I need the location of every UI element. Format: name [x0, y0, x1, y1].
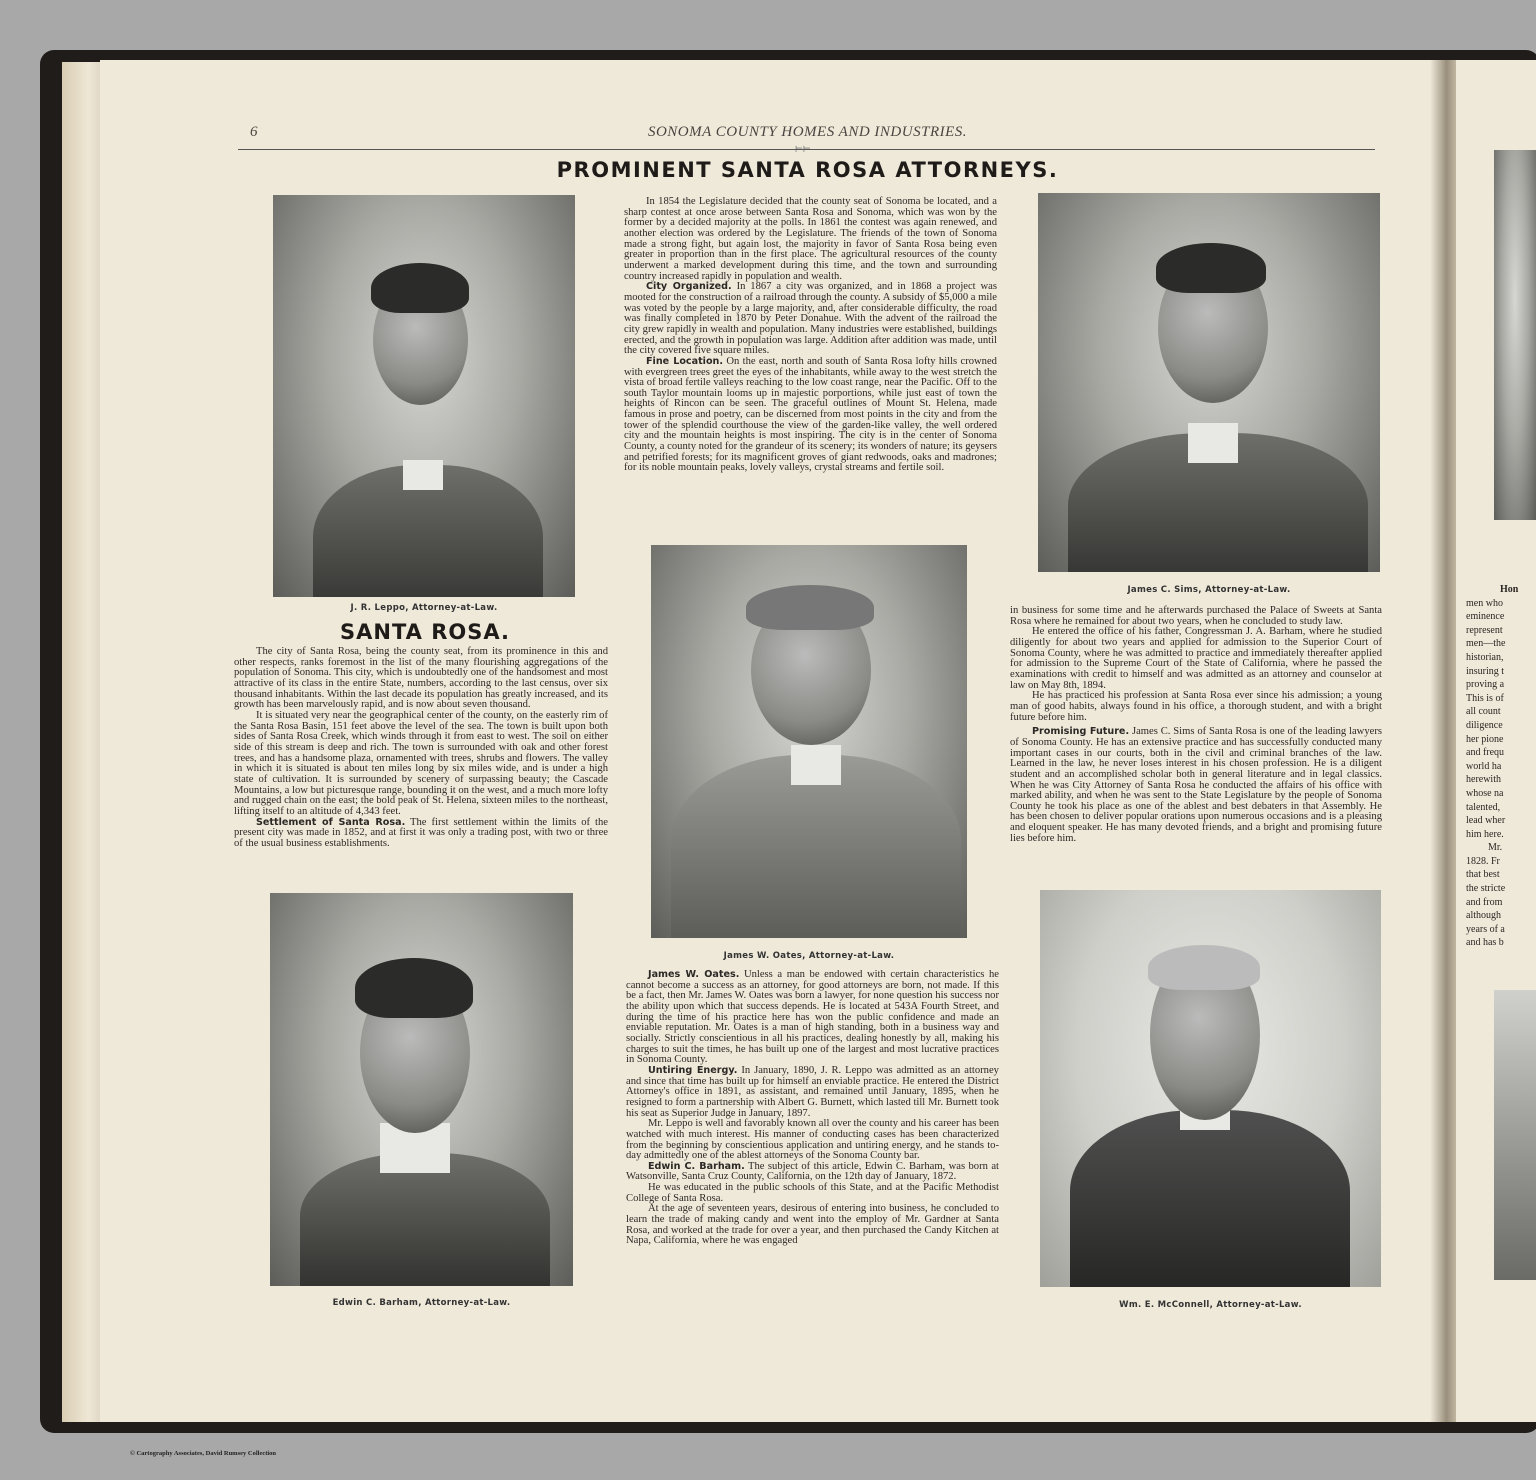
facing-page-line: Hon — [1500, 584, 1519, 595]
facing-page-line: proving a — [1466, 679, 1505, 691]
portrait-oates — [651, 545, 967, 938]
portrait-leppo — [273, 195, 575, 597]
paragraph-text: Unless a man be endowed with certain characteristics he cannot become a success as an attorney, for good attorneys are born, not made. If this be a fact, then Mr. James W. Oates was born a lawyer, for none question his success nor the ability upon which that success depends. He is located at 543A Fourth Street, and during the time of his practice here has won the public confidence and made an enviable reputation. Mr. Oates is a man of high standing, both in a business way and socially. Strictly conscientious in all his practices, dealing honestly by all, making his charges to suit the times, he has built up one of the largest and most lucrative practices in Sonoma County. — [626, 969, 999, 1066]
run-in-heading: City Organized. — [646, 281, 732, 293]
facing-page-line: that best — [1466, 869, 1500, 881]
facing-page-line: Mr. — [1488, 842, 1503, 854]
rule-ornament: ⊨⊨ — [795, 144, 811, 154]
facing-page-line: years of a — [1466, 923, 1505, 935]
right-article — [1010, 606, 1382, 844]
paragraph-text: In 1867 a city was organized, and in 1868 a project was mooted for the construction of a railroad through the county. A subsidy of $5,000 a mile was voted by the people by a large majority, and, after considerable difficulty, the road was finally completed in 1870 by Peter Donahue. With the advent of the railroad the city grew rapidly in wealth and population. Many industries were established, buildings erected, and the growth in population was large. Addition after addition was made, until the city covered five square miles. — [624, 281, 997, 357]
facing-page-line: men who — [1466, 597, 1503, 609]
paragraph — [234, 818, 608, 850]
facing-page-line: the stricte — [1466, 883, 1506, 895]
paragraph: Mr. Leppo is well and favorably known all over the county and his career has been watched with much interest. His manner of conducting cases has been characterized from the beginning by conscientious application and untiring energy, and he stands to-day admittedly one of the ablest attorneys of the Sonoma County bar. — [626, 1118, 999, 1162]
center-top-article — [624, 197, 997, 474]
facing-page-line: herewith — [1466, 774, 1501, 786]
paragraph — [624, 357, 997, 474]
paragraph — [624, 282, 997, 357]
portrait-sims — [1038, 193, 1380, 572]
run-in-heading: Fine Location. — [646, 355, 724, 367]
facing-page-line: although — [1466, 910, 1501, 922]
run-in-heading: James W. Oates. — [648, 969, 740, 980]
caption-barham: Edwin C. Barham, Attorney-at-Law. — [332, 1298, 511, 1308]
paragraph: He was educated in the public schools of this State, and at the Pacific Methodist College of Santa Rosa. — [626, 1182, 999, 1204]
facing-page-photo-top — [1494, 150, 1536, 520]
paragraph-text: The first settlement within the limits of the present city was made in 1852, and at first it was only a trading post, with two or three of the usual business establishments. — [234, 816, 608, 849]
caption-leppo: J. R. Leppo, Attorney-at-Law. — [350, 603, 498, 613]
page-number: 6 — [250, 124, 258, 140]
paragraph — [626, 1066, 999, 1119]
paragraph — [626, 970, 999, 1066]
paragraph: The city of Santa Rosa, being the county seat, from its prominence in this and other respects, ranks foremost in the list of the many flourishing aggregations of the population of Sonoma. This city, which is undoubtedly one of the handsomest and most attractive of its class in the entire State, numbers, according to the last census, over six thousand inhabitants. Within the last decade its population has greatly increased, and its growth has been marvelously rapid, and is now about seven thousand. — [234, 646, 608, 711]
santa-rosa-heading: SANTA ROSA. — [340, 620, 510, 644]
caption-mcconnell: Wm. E. McConnell, Attorney-at-Law. — [1119, 1300, 1302, 1310]
paragraph — [626, 1162, 999, 1183]
portrait-barham — [270, 893, 573, 1286]
paragraph: In 1854 the Legislature decided that the county seat of Sonoma be located, and a sharp contest at once arose between Santa Rosa and Sonoma, which was won by the former by a decided majority at the polls. In 1861 the contest was again renewed, and another election was ordered by the Legislature. The friends of the town of Sonoma made a strong fight, but again lost, the majority in favor of Santa Rosa being even greater in proportion than in the first place. The agricultural resources of the county underwent a marked development during this time, and the town and surrounding country increased rapidly in population and wealth. — [624, 196, 997, 282]
facing-page-line: her pione — [1466, 733, 1504, 745]
facing-page-line: talented, — [1466, 801, 1501, 813]
facing-page-line: world ha — [1466, 760, 1502, 772]
run-in-heading: Untiring Energy. — [648, 1064, 738, 1076]
page-title: PROMINENT SANTA ROSA ATTORNEYS. — [556, 158, 1059, 182]
facing-page-line: 1828. Fr — [1466, 855, 1500, 867]
paragraph-text: The subject of this article, Edwin C. Barham, was born at Watsonville, Santa Cruz County, California, on the 12th day of January, 1872. — [626, 1160, 999, 1183]
facing-page-line: and has b — [1466, 937, 1504, 949]
facing-page-line: him here. — [1466, 828, 1504, 840]
facing-page-line: eminence — [1466, 611, 1505, 623]
facing-page-photo-bottom — [1494, 990, 1536, 1280]
paragraph: It is situated very near the geographical center of the county, on the easterly rim of the Santa Rosa Basin, 151 feet above the level of the sea. The town is built upon both sides of Santa Rosa Creek, which winds through it from east to west. The soil on either side of this stream is deep and rich. The town is surrounded with oak and other forest trees, and has a handsome plaza, ornamented with trees, shrubs and flowers. The valley in which it is situated is about ten miles long by six miles wide, and is under a high state of cultivation. It is surrounded by scenery of surpassing beauty; the Cascade Mountains, a low but picturesque range, bounding it on the west, and a much more lofty and rugged chain on the east; the bold peak of St. Helena, sixteen miles to the northeast, lifting itself to an altitude of 4,343 feet. — [234, 709, 608, 817]
facing-page-line: whose na — [1466, 787, 1504, 799]
paragraph-text: In January, 1890, J. R. Leppo was admitted as an attorney and since that time has built up for himself an enviable practice. He entered the District Attorney's office in 1891, as assistant, and remained until January, 1895, when he resigned to form a partnership with Albert G. Burnett, which lasted till Mr. Burnett took his seat as Superior Judge in January, 1897. — [626, 1064, 999, 1119]
facing-page-line: all count — [1466, 706, 1501, 718]
run-in-heading: Promising Future. — [1032, 726, 1130, 738]
caption-sims: James C. Sims, Attorney-at-Law. — [1127, 585, 1291, 595]
paragraph-text: On the east, north and south of Santa Rosa lofty hills crowned with evergreen trees greet the eyes of the inhabitants, while away to the west stretch the vista of broad fertile valleys reaching to the low coast range, near the Pacific. Off to the south Taylor mountain looms up in majestic porportions, while just east of town the heights of Rincon can be seen. The graceful outlines of Mount St. Helena, made famous in prose and poetry, can be discerned from most points in the city and from the tower of the splendid courthouse the view of the garden-like valley, the well ordered city and the mountain heights is most inspiring. The city is in the center of Sonoma County, a county noted for the grandeur of its scenery; its wonders of nature; its geysers and petrified forests; for its magnificent groves of giant redwoods, oaks and madrones; for its noble mountain peaks, lovely valleys, crystal streams and fertile soil. — [624, 355, 997, 474]
facing-page-line: This is of — [1466, 692, 1504, 704]
facing-page-line: represent — [1466, 624, 1503, 636]
facing-page-line: historian, — [1466, 651, 1504, 663]
paragraph: At the age of seventeen years, desirous of entering into business, he concluded to learn the trade of making candy and went into the employ of Mr. Gardner at Santa Rosa, and worked at the trade for over a year, and then purchased the Candy Kitchen at Napa, California, where he was engaged — [626, 1203, 999, 1247]
caption-oates: James W. Oates, Attorney-at-Law. — [723, 951, 895, 961]
facing-page-line: men—the — [1466, 638, 1506, 650]
facing-page-line: insuring t — [1466, 665, 1505, 677]
run-in-heading: Edwin C. Barham. — [648, 1160, 745, 1172]
center-bottom-article — [626, 970, 999, 1247]
copyright-credit: © Cartography Associates, David Rumsey Collection — [130, 1450, 277, 1457]
running-title: SONOMA COUNTY HOMES AND INDUSTRIES. — [647, 124, 968, 140]
paragraph — [1010, 727, 1382, 844]
facing-page-line: lead wher — [1466, 815, 1506, 827]
portrait-mcconnell — [1040, 890, 1381, 1287]
paragraph-text: James C. Sims of Santa Rosa is one of the leading lawyers of Sonoma County. He has an extensive practice and has successfully conducted many important cases in our courts, both in the civil and criminal branches of the law. Learned in the law, he never loses interest in his chosen profession. He is a diligent student and an accomplished scholar both in general literature and in legal classics. When he was City Attorney of Santa Rosa he conducted the affairs of his office with marked ability, and when he was sent to the State Legislature by the people of Sonoma County he took his place as one of the ablest and best debaters in that Assembly. He has been chosen to deliver popular orations upon numerous occasions and is a pleasing and eloquent speaker. He has many devoted friends, and a bright and promising future lies before him. — [1010, 726, 1382, 844]
santa-rosa-article — [234, 647, 608, 849]
run-in-heading: Settlement of Santa Rosa. — [256, 816, 406, 828]
paragraph: He has practiced his profession at Santa Rosa ever since his admission; a young man of good habits, always found in his office, a thorough student, and with a bright future before him. — [1010, 690, 1382, 723]
paragraph: in business for some time and he afterwards purchased the Palace of Sweets at Santa Rosa where he remained for about two years, when he concluded to study law. — [1010, 605, 1382, 627]
facing-page-line: and from — [1466, 896, 1503, 908]
facing-page-line: and frequ — [1466, 747, 1505, 759]
paragraph: He entered the office of his father, Congressman J. A. Barham, where he studied diligently for about two years and applied for admission to the Superior Court of Sonoma County, where he was admitted to practice and immediately thereafter applied for admission to the Supreme Court of the State of California, where he passed the examinations with credit to himself and was admitted as an attorney and counselor at law on May 8th, 1894. — [1010, 626, 1382, 691]
facing-page-text — [1466, 583, 1536, 950]
facing-page-line: diligence — [1466, 719, 1503, 731]
